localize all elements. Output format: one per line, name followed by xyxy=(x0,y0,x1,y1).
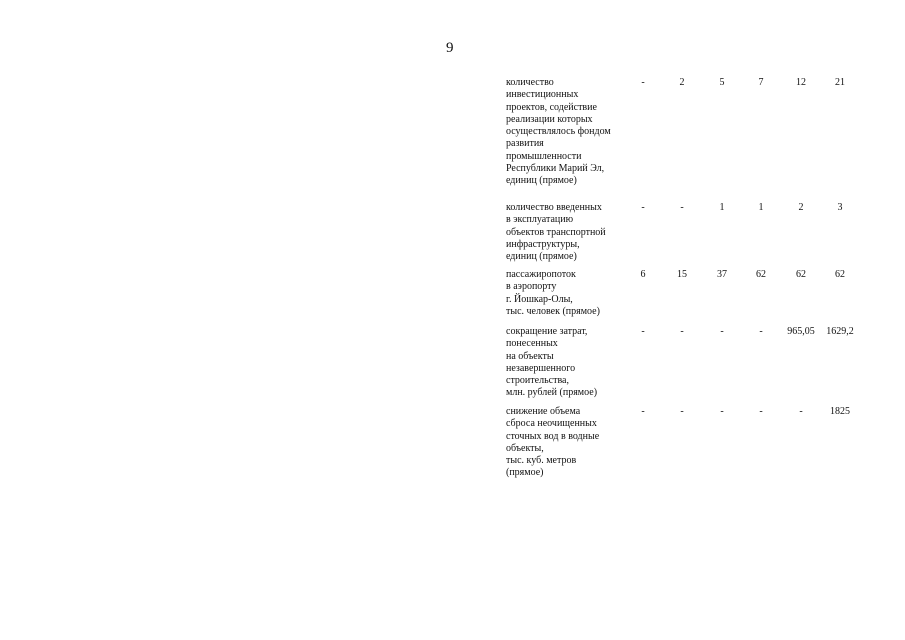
value-cell: - xyxy=(641,202,645,213)
value-cell: - xyxy=(680,406,684,417)
value-cell: 15 xyxy=(677,269,687,280)
value-cell: 62 xyxy=(835,269,845,280)
value-cell: 12 xyxy=(796,77,806,88)
value-cell: - xyxy=(641,326,645,337)
value-cell: 62 xyxy=(756,269,766,280)
page-number: 9 xyxy=(446,40,454,56)
value-cell: - xyxy=(680,202,684,213)
value-cell: - xyxy=(759,406,763,417)
value-cell: - xyxy=(720,326,724,337)
value-cell: - xyxy=(641,406,645,417)
value-cell: 1825 xyxy=(830,406,850,417)
value-cell: 2 xyxy=(679,77,685,88)
value-cell: 3 xyxy=(837,202,843,213)
indicator-label: количество введенных в эксплуатацию объектов транспортной инфраструктуры, единиц (прямое) xyxy=(506,202,606,263)
value-cell: 2 xyxy=(798,202,804,213)
indicator-label: пассажиропоток в аэропорту г. Йошкар-Олы, тыс. человек (прямое) xyxy=(506,269,600,317)
value-cell: 965,05 xyxy=(787,326,815,337)
value-cell: 62 xyxy=(796,269,806,280)
value-cell: 1 xyxy=(719,202,725,213)
value-cell: 5 xyxy=(719,77,725,88)
value-cell: 1 xyxy=(758,202,764,213)
value-cell: - xyxy=(641,77,645,88)
value-cell: 6 xyxy=(640,269,646,280)
value-cell: 7 xyxy=(758,77,764,88)
value-cell: - xyxy=(680,326,684,337)
value-cell: 37 xyxy=(717,269,727,280)
value-cell: - xyxy=(720,406,724,417)
indicator-label: сокращение затрат, понесенных на объекты незавершенного строительства, млн. рублей (прямое) xyxy=(506,326,598,399)
value-cell: - xyxy=(759,326,763,337)
value-cell: 1629,2 xyxy=(826,326,854,337)
indicator-label: количество инвестиционных проектов, содействие реализации которых осуществлялось фондом развития промышленности Республики Марий Эл, единиц (прямое) xyxy=(506,77,611,187)
value-cell: - xyxy=(799,406,803,417)
value-cell: 21 xyxy=(835,77,845,88)
indicator-label: снижение объема сброса неочищенных сточных вод в водные объекты, тыс. куб. метров (прямое) xyxy=(506,406,600,479)
